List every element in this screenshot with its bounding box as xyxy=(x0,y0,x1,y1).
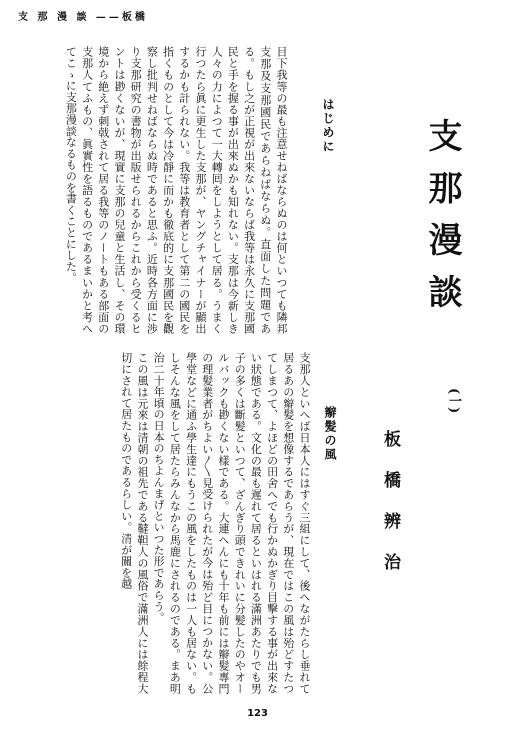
paragraph: 支那人といへば日本人にはすぐ三組にして、後へながたらし垂れて居るあの辮髪を想像するであらうが、現在ではこの風は殆どすたつてしまつて、よほどの田舍へでも行かぬかぎり目撃する事が出來ない狀態である。文化の最も遲れて居るといはれる滿洲あたりでも男子の多くは斷髪といつて、ざんぎり頭できれいに分髪したのやオールバックも尠くない樣である。大連へんにも十年も前には辮髪專門の理髪業者がちよい〳〵見受けられたが今は殆ど目につかない。公學堂などに通ふ學生達にもうこの風をしたものは一人も居ない。もしそんな風をして居たらみんなから馬鹿にされるのである。まあ明治二十年頃の日本のちよんまげといつた形であらう。 xyxy=(152,352,311,694)
part-number: (一) xyxy=(446,388,461,414)
section-heading-queue-custom: 辮髪の風 xyxy=(323,406,337,462)
page-number: 123 xyxy=(247,708,268,719)
article-title: 支那漫談 xyxy=(422,118,462,326)
author-name: 板橋辨治 xyxy=(380,430,400,594)
paragraph: 目下我等の最も注意せねばならぬのは何といつても隣邦支那及支那國民であらねばならぬ。直面した問題である。もし之が正視が出來ないならば我等は永久に支那國民と手を握る事が出來ぬかも知れない。支那は今新しき人々の力によつて一大轉囘をしようとして居る。うまく行つたら眞に更生した支那が、ヤングチャイナーが顯出するかも計られない。我等は教育者として第二の國民を指くものとして今は冷靜に而かも徹底的に支那國民を觀察し批判せねばならぬ時であると思ふ。近時各方面に渉り支那研究の書物が出版せられるからこれから受くるヒントは尠くないが、現實に支那の兒童と生活し、その環境から絶えず刺戟されて居る我等のノートもある部面の支那人てふもの、眞實性を語るものであるまいかと考へてこゝに支那漫談なるものを書くことにした。 xyxy=(64,46,288,334)
section-body-queue-custom xyxy=(118,352,312,694)
running-header: 支 那 漫 談 ——板橋 xyxy=(18,12,148,23)
section-heading-introduction: はじめに xyxy=(321,98,335,154)
section-body-introduction xyxy=(62,46,289,334)
paragraph: この風は元來は清朝の祖先である韃靼人の風俗で滿洲人には餘程大切にされて居たものであるらしい。清が關を越 xyxy=(119,352,149,694)
